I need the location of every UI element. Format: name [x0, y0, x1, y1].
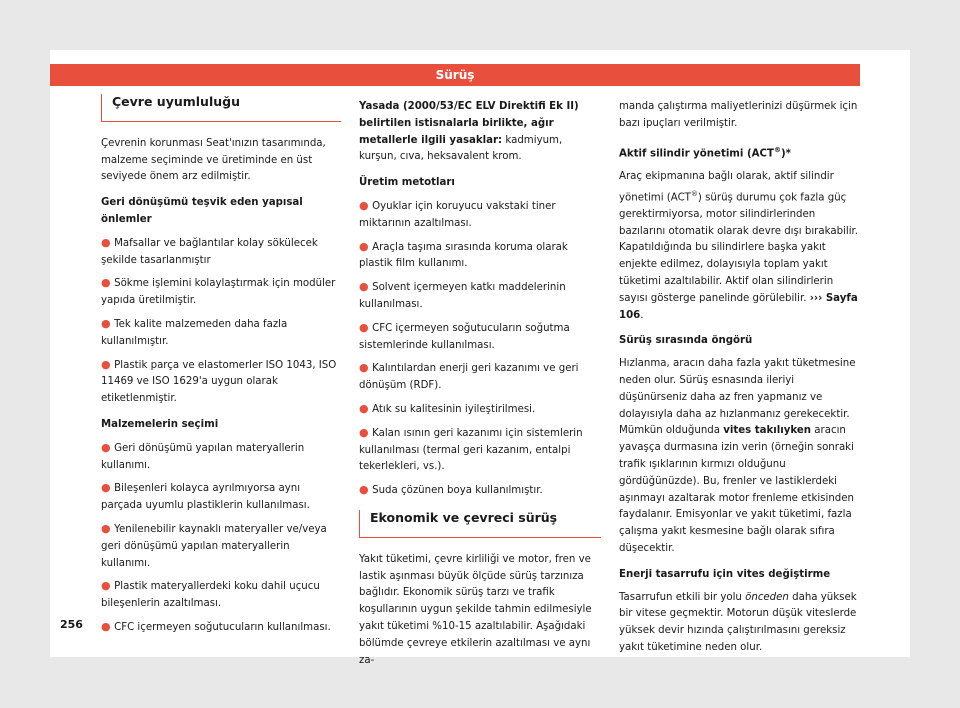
bullet-icon: ●	[359, 361, 373, 375]
bullet-icon: ●	[359, 401, 373, 415]
act-text-2: ) sürüş durumu çok fazla güç gerektirmiyorsa, motor silindirlerinden bazılarını otomatik olarak devre dışı bırakabilir. Kapatıldığında bu silindirlere başka yakıt enjekte edilmez, dolayısıyla toplam yakıt tüketimi azaltılabilir. Aktif olan silindirlerin sayısı gösterge panelinde görülebilir.	[619, 191, 859, 304]
column-3	[619, 99, 861, 666]
column-1	[101, 94, 341, 643]
list-item-text: Solvent içermeyen katkı maddelerinin kullanılması.	[359, 282, 566, 310]
heavy-metals-paragraph	[359, 99, 601, 166]
chapter-header	[50, 64, 860, 86]
list-item-text: Kalıntılardan enerji geri kazanımı ve geri dönüşüm (RDF).	[359, 363, 579, 392]
list-item-text: Atık su kalitesinin iyileştirilmesi.	[372, 403, 536, 415]
eco-intro-paragraph: Yakıt tüketimi, çevre kirliliği ve motor, fren ve lastik aşınması büyük ölçüde sürüş tarzınıza bağlıdır. Ekonomik sürüş tarzı ve trafik koşullarının uygun şekilde tahmin edilmesiyle yakıt tüketimi %10-15 azaltılabilir. Aşağıdaki bölümde çevreye etkilerin azaltılması ve aynı za-	[359, 553, 592, 666]
page-number: 256	[60, 618, 83, 631]
anticipation-bold: vites takılıyken	[723, 425, 812, 437]
list-item	[101, 619, 341, 637]
list-item-text: Yenilenebilir kaynaklı materyaller ve/veya geri dönüşümü yapılan materyallerin kullanımı.	[101, 523, 327, 569]
list-item-text: Oyuklar için koruyucu vakstaki tiner miktarının azaltılması.	[359, 200, 556, 229]
upshift-text-1: Tasarrufun etkili bir yolu	[619, 591, 746, 603]
list-item	[101, 578, 341, 613]
list-item-text: Bileşenleri kolayca ayrılmıyorsa aynı parçada uyumlu plastiklerin kullanılması.	[101, 483, 310, 512]
list-item	[359, 320, 601, 355]
recycling-list	[101, 235, 341, 408]
column-2	[359, 99, 601, 678]
materials-list	[101, 440, 341, 637]
act-text-sup: ®	[690, 189, 698, 198]
materials-heading: Malzemelerin seçimi	[101, 418, 219, 430]
list-item	[359, 198, 601, 233]
list-item	[359, 482, 601, 500]
bullet-icon: ●	[359, 483, 373, 497]
bullet-icon: ●	[101, 276, 115, 290]
bullet-icon: ●	[101, 481, 115, 495]
list-item-text: CFC içermeyen soğutucuların soğutma sistemlerinde kullanılması.	[359, 322, 570, 351]
list-item-text: Suda çözünen boya kullanılmıştır.	[372, 485, 543, 497]
anticipation-paragraph	[619, 356, 861, 558]
act-heading-end: )*	[780, 147, 791, 159]
list-item	[101, 357, 341, 408]
heavy-metals-rest: kadmiyum, kurşun, cıva, heksavalent krom.	[359, 134, 563, 163]
list-item-text: Sökme işlemini kolaylaştırmak için modüler yapıda üretilmiştir.	[101, 278, 336, 307]
list-item	[359, 425, 601, 476]
list-item-text: CFC içermeyen soğutucuların kullanılması.	[114, 621, 331, 633]
list-item	[101, 235, 341, 270]
anticipation-text-2: aracın yavaşça durmasına izin verin (örneğin sonraki trafik ışıklarının kırmızı olduğunu gördüğünüzde). Bu, frenler ve lastiklerdeki aşınmayı azaltarak motor frenleme etkisinden faydalanır. Emisyonlar ve yakıt tüketimi, fazla çalışma yakıt kesmesine bağlı olarak sıfıra düşecektir.	[619, 425, 854, 554]
bullet-icon: ●	[101, 440, 115, 454]
act-heading	[619, 142, 861, 163]
list-item	[359, 360, 601, 395]
list-item-text: Kalan ısının geri kazanımı için sistemlerin kullanılması (termal geri kazanım, entalpi tekerlekleri, vs.).	[359, 427, 583, 473]
list-item	[101, 480, 341, 515]
upshift-heading: Enerji tasarrufu için vites değiştirme	[619, 568, 831, 580]
recycling-heading: Geri dönüşümü teşvik eden yapısal önlemler	[101, 197, 303, 225]
list-item	[101, 440, 341, 475]
page-reference-link[interactable]: ››› Sayfa 106	[619, 292, 858, 321]
act-paragraph: Araç ekipmanına bağlı olarak, aktif silindir yönetimi (ACT®) sürüş durumu çok fazla güç gerektirmiyorsa, motor silindirlerinden bazılarını otomatik olarak devre dışı bırakabilir. Kapatıldığında bu silindirlere başka yakıt enjekte edilmez, dolayısıyla toplam yakıt tüketimi azaltılabilir. Aktif olan silindirlerin sayısı gösterge panelinde görülebilir. ››› Sayfa 106.	[619, 170, 859, 321]
list-item	[359, 239, 601, 274]
upshift-italic: önceden	[745, 591, 789, 603]
bullet-icon: ●	[359, 280, 373, 294]
anticipation-heading: Sürüş sırasında öngörü	[619, 335, 753, 347]
bullet-icon: ●	[359, 198, 373, 212]
list-item-text: Mafsallar ve bağlantılar kolay sökülecek şekilde tasarlanmıştır	[101, 237, 318, 266]
bullet-icon: ●	[359, 239, 373, 253]
bullet-icon: ●	[359, 425, 373, 439]
upshift-paragraph	[619, 590, 861, 657]
act-text-1: Araç ekipmanına bağlı olarak, aktif silindir yönetimi (ACT	[619, 170, 834, 203]
act-heading-sup: ®	[773, 145, 781, 154]
bullet-icon: ●	[101, 357, 115, 371]
list-item-text: Plastik parça ve elastomerler ISO 1043, ISO 11469 ve ISO 1629'a uygun olarak etiketlenmiştir.	[101, 359, 337, 405]
bullet-icon: ●	[101, 235, 115, 249]
bullet-icon: ●	[101, 619, 115, 633]
production-heading: Üretim metotları	[359, 177, 455, 189]
list-item	[359, 401, 601, 419]
list-item	[101, 316, 341, 351]
list-item	[101, 521, 341, 572]
chapter-title: Sürüş	[435, 68, 475, 82]
upshift-text-2: daha yüksek bir vitese geçmektir. Motorun düşük viteslerde yüksek devir hızında çalıştırılmasını gereksiz yakıt tüketimine neden olur.	[619, 591, 857, 653]
list-item-text: Araçla taşıma sırasında koruma olarak plastik film kullanımı.	[359, 241, 568, 270]
bullet-icon: ●	[101, 316, 115, 330]
eco-continued-paragraph: manda çalıştırma maliyetlerinizi düşürmek için bazı ipuçları verilmiştir.	[619, 101, 858, 129]
list-item	[359, 279, 601, 314]
production-list	[359, 198, 601, 500]
heavy-metals-bold: Yasada (2000/53/EC ELV Direktifi Ek II) belirtilen istisnalarla birlikte, ağır metallerle ilgili yasaklar:	[359, 101, 579, 146]
section-title-environment: Çevre uyumluluğu	[101, 94, 341, 122]
intro-paragraph: Çevrenin korunması Seat'ınızın tasarımında, malzeme seçiminde ve üretiminde en üst seviyede önem arz edilmiştir.	[101, 137, 326, 183]
list-item-text: Plastik materyallerdeki koku dahil uçucu bileşenlerin azaltılması.	[101, 581, 320, 610]
list-item-text: Geri dönüşümü yapılan materyallerin kullanımı.	[101, 442, 305, 471]
bullet-icon: ●	[101, 521, 115, 535]
list-item-text: Tek kalite malzemeden daha fazla kullanılmıştır.	[101, 318, 288, 347]
act-heading-text: Aktif silindir yönetimi (ACT	[619, 147, 774, 159]
bullet-icon: ●	[101, 579, 115, 593]
section-title-eco-driving: Ekonomik ve çevreci sürüş	[359, 510, 601, 538]
bullet-icon: ●	[359, 320, 373, 334]
anticipation-text-1: Hızlanma, aracın daha fazla yakıt tüketmesine neden olur. Sürüş esnasında ileriyi düşünürseniz daha az fren yapmanız ve dolayısıyla daha az hızlanmanız gerekecektir. Mümkün olduğunda	[619, 358, 856, 437]
list-item	[101, 275, 341, 310]
